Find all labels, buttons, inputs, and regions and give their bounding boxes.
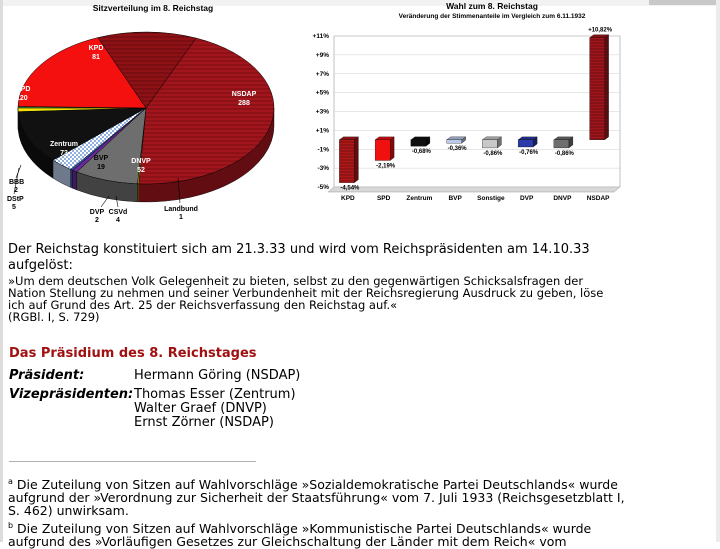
president-value: Hermann Göring (NSDAP): [134, 369, 300, 383]
frame-right-border: [716, 0, 720, 542]
pie-label-dstp: DStP 5: [7, 196, 24, 211]
bar-value-label-dvp: -0,76%: [519, 150, 539, 156]
footnote-a-mark: a: [8, 477, 13, 486]
footnote-a: [8, 478, 628, 517]
pie-label-csvd: CSVd 4: [109, 209, 128, 224]
vote-change-bar-chart: [302, 0, 638, 210]
bar-zentrum: [411, 140, 426, 146]
frame-left-border: [0, 0, 3, 542]
bar-category-label-dnvp: DNVP: [553, 195, 572, 202]
bar-category-label-dvp: DVP: [520, 195, 534, 202]
bar-category-label-nsdap: NSDAP: [587, 195, 610, 202]
bar-value-label-dnvp: -0,86%: [555, 151, 575, 157]
bar-value-label-zentrum: -0,68%: [412, 149, 432, 155]
bar-category-label-zentrum: Zentrum: [406, 195, 432, 202]
bar-chart-subtitle: Veränderung der Stimmenanteile im Vergleich zum 6.11.1932: [399, 13, 586, 20]
bar-ytick-label: +7%: [316, 71, 329, 78]
window-tab-edge: [649, 0, 720, 5]
pie-label-nsdap: NSDAP 288: [232, 91, 257, 107]
bar-dnvp: [554, 140, 569, 148]
pie-label-dvp: DVP 2: [90, 209, 105, 224]
bar-ytick-label: -5%: [317, 184, 329, 191]
bar-category-label-kpd: KPD: [341, 195, 355, 202]
vice-president-1: Thomas Esser (Zentrum): [134, 388, 296, 402]
bar-category-label-spd: SPD: [377, 195, 391, 202]
bar-ytick-label: +1%: [316, 127, 329, 134]
intro-paragraph: Der Reichstag konstituiert sich am 21.3.33 und wird vom Reichspräsidenten am 14.10.33 aufgelöst:: [8, 242, 608, 274]
president-label: Präsident:: [9, 369, 84, 383]
bar-floor: [328, 187, 620, 192]
pie-side-dvp: [71, 169, 73, 188]
pie-side-csvd: [73, 170, 77, 190]
bar-texture-kpd: [339, 140, 354, 183]
dissolution-quote: [8, 275, 618, 323]
bar-ytick-label: +11%: [313, 33, 330, 40]
bar-ytick-label: +3%: [316, 109, 329, 116]
bar-category-label-sonstige: Sonstige: [477, 195, 505, 202]
pie-label-dnvp: DNVP 52: [131, 158, 151, 174]
bar-dvp: [518, 140, 533, 147]
vice-president-row: [9, 388, 409, 432]
bar-bvp: [447, 140, 462, 143]
vice-president-3: Ernst Zörner (NSDAP): [134, 416, 274, 430]
bar-value-label-spd: -2,19%: [376, 163, 396, 169]
footnote-divider: [9, 461, 256, 462]
bar-value-label-sonstige: -0,86%: [483, 151, 503, 157]
footnote-b-text: Die Zuteilung von Sitzen auf Wahlvorschläge »Kommunistische Partei Deutschlands« wurde aufgrund des »Vorläufigen Gesetzes zur Gleichschaltung der Länder mit dem Reich« vom: [8, 521, 591, 549]
bar-side-spd: [390, 137, 394, 161]
vice-president-label: Vizepräsidenten:: [9, 388, 133, 402]
bar-ytick-label: -1%: [317, 146, 329, 153]
footnote-a-text: Die Zuteilung von Sitzen auf Wahlvorschläge »Sozialdemokratische Partei Deutschlands« wurde aufgrund der »Verordnung zur Sicherheit der Staatsführung« vom 7. Juli 1933 (Reichsgesetzblatt I, S. 462) unwirksam.: [8, 477, 625, 518]
bar-category-label-bvp: BVP: [448, 195, 462, 202]
pie-label-zentrum: Zentrum 73: [50, 141, 78, 157]
pie-label-spd: SPD 120: [16, 86, 30, 102]
bar-side-kpd: [354, 137, 358, 183]
praesidium-heading: Das Präsidium des 8. Reichstages: [9, 346, 257, 361]
bar-ytick-label: +5%: [316, 90, 329, 97]
quote-text: »Um dem deutschen Volk Gelegenheit zu bieten, selbst zu den gegenwärtigen Schicksalsfragen der Nation Stellung zu nehmen und seiner Verbundenheit mit der Reichsregierung Ausdruck zu geben, löse ich auf Grund des Art. 25 der Reichsverfassung den Reichstag auf.«: [8, 274, 603, 312]
footnote-b: [8, 522, 628, 548]
bar-ytick-label: -3%: [317, 165, 329, 172]
pie-label-kpd: KPD 81: [89, 45, 104, 61]
footnote-b-mark: b: [8, 521, 13, 530]
bar-value-label-bvp: -0,36%: [448, 146, 468, 152]
bar-ytick-label: +9%: [316, 52, 329, 59]
bar-texture-nsdap: [590, 38, 605, 140]
bar-value-label-nsdap: +10,82%: [588, 28, 613, 34]
pie-label-bvp: BVP 19: [94, 155, 109, 171]
president-row: [9, 369, 409, 385]
pie-label-landbund: Landbund 1: [164, 206, 198, 221]
bar-value-label-kpd: -4,54%: [340, 186, 360, 192]
bar-chart-title: Wahl zum 8. Reichstag: [446, 1, 538, 11]
bar-side-nsdap: [605, 35, 609, 140]
bar-sonstige: [482, 140, 497, 148]
vice-president-2: Walter Graef (DNVP): [134, 402, 267, 416]
quote-source: (RGBl. I, S. 729): [8, 311, 618, 323]
pie-label-bbb: BBB 2: [9, 179, 24, 194]
seat-distribution-pie-chart: [6, 0, 306, 230]
bar-spd: [375, 140, 390, 161]
pie-title: Sitzverteilung im 8. Reichstag: [93, 3, 213, 13]
